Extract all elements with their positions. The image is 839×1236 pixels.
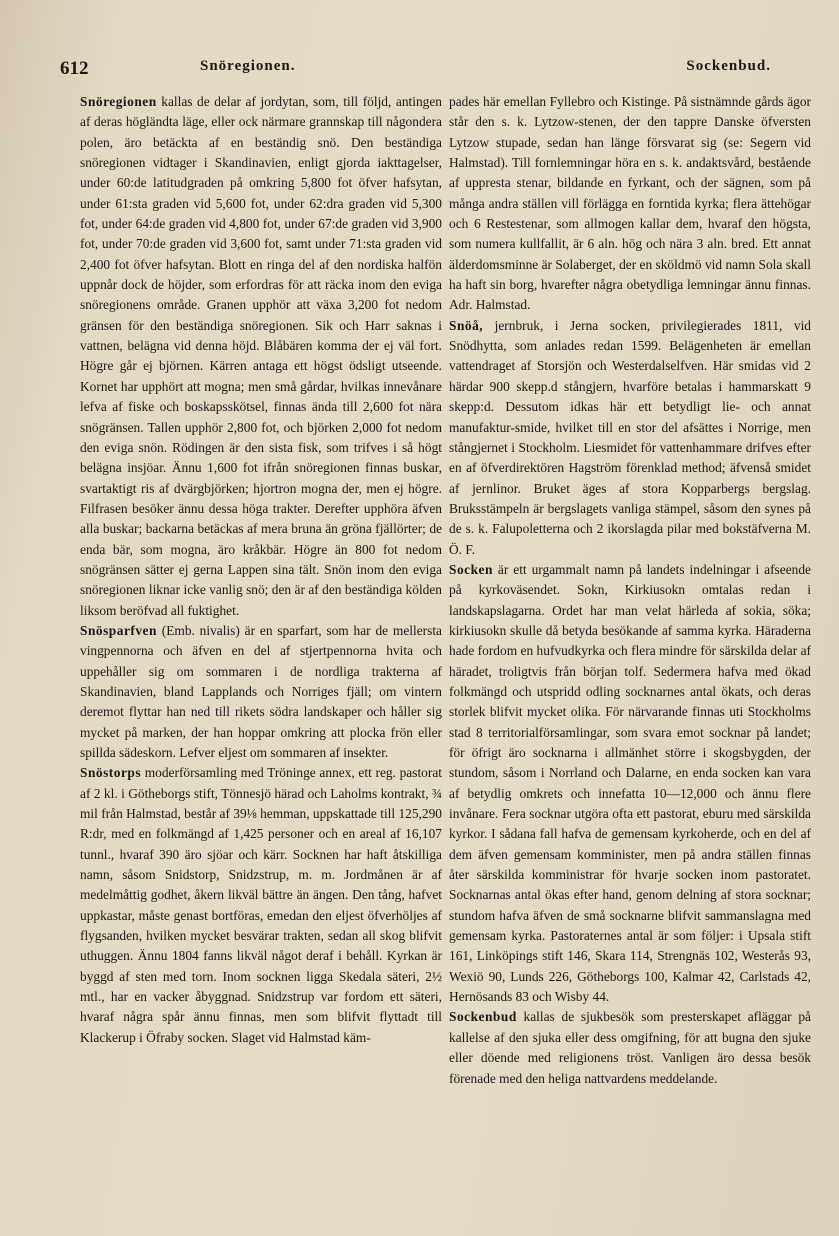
page-number: 612 [60, 58, 89, 79]
entry-snostorps [80, 763, 442, 1048]
entry-sockenbud [449, 1007, 811, 1088]
headword: Snöå, [449, 317, 484, 333]
entry-text: jernbruk, i Jerna socken, privilegierades 1811, vid Snödhytta, som anlades redan 1599. Belägenheten är emellan vattendraget af Storsjön och Westerdalselfven. Här smidas vid 2 härdar 900 skepp.d stångjern, hvarföre betalas i hammarskatt 9 skepp:d. Dessutom idkas här ett betydligt lie- och annat manufaktur-smide, hvilket till en stor del afsättes i Norrige, men stångjernet i Stockholm. Liesmidet för vattenhammare drifves efter en af öfverdirektören Hagström förenklad method; äfvenså smidet af jernlinor. Bruket äges af stora Kopparbergs bergslag. Bruksstämpeln är bergslagets vanliga stämpel, såsom den synes på de s. k. Falupoletterna och 2 ikorslagda pilar med bokstäfverna M. Ö. F. [449, 317, 811, 557]
headword: Snösparfven [80, 622, 157, 638]
entry-text: moderförsamling med Tröninge annex, ett reg. pastorat af 2 kl. i Götheborgs stift, Tönnesjö härad och Laholms kontrakt, ¾ mil från Halmstad, består af 39⅛ hemman, uppskattade till 125,290 R:dr, med en folkmängd af 1,425 personer och en areal af 16,107 tunnl., hvaraf 390 äro sjöar och kärr. Socknen har haft åtskilliga namn, såsom Snidstorp, Snidzstrup, m. m. Jordmånen är af medelmåttig godhet, åkern likväl bättre än ängen. Den tång, hafvet uppkastar, måste genast bortföras, emedan den eljest öfverhöljes af flygsanden, hvilken mycket besvärar trakten, sedan all skog blifvit uthuggen. Ännu 1804 fanns likväl något deraf i behåll. Kyrkan är byggd af sten med torn. Inom socknen ligga Skedala säteri, 2½ mtl., har en vacker åbyggnad. Snidzstrup var fordom ett säteri, hvaraf några spår ännu finnas, men som blifvit flyttadt till Klackerup i Öfraby socken. Slaget vid Halmstad käm- [80, 765, 442, 1045]
header-left-title: Snöregionen. [200, 58, 296, 74]
headword: Snöregionen [80, 94, 157, 109]
headword: Sockenbud [449, 1009, 517, 1025]
entry-text: (Emb. nivalis) är en sparfart, som har de mellersta vingpennorna och äfven en del af stjertpennorna hvita och uppehåller sig om sommaren i de nordliga trakterna af Skandinavien, bland Lapplands och Norriges fjäll; om vintern deremot flyttar han ned till rikets södra landskaper och håller sig mycket på marken, der han hoppar omkring att plocka frön eller spillda sädeskorn. Lefver eljest om sommaren af insekter. [80, 622, 442, 760]
headword: Snöstorps [80, 765, 142, 781]
entry-text: kallas de delar af jordytan, som, till följd, antingen af deras högländta läge, eller ock närmare grannskap till någondera polen, äro betäckta af en beständig snö. Den beständiga snöregionen vidtager i Skandinavien, enligt gjorda iakttagelser, under 60:de latitudgraden på omkring 5,800 fot öfver hafsytan, under 61:sta graden vid 5,600 fot, under 62:dra graden vid 5,300 fot, under 64:de graden vid 4,800 fot, under 67:de graden vid 3,900 fot, under 70:de graden vid 3,600 fot, samt under 71:sta graden vid 2,400 fot öfver hafsytan. Blott en ringa del af den nordiska halfön uppnår dock de höjder, som erfordras för att räcka inom den eviga snöregionens område. Granen upphör att växa 3,200 fot nedom gränsen för den beständiga snöregionen. Sik och Harr saknas i vattnen, belägna vid denna höjd. Blåbären komma der ej väl fort. Högre går ej björnen. Kärren antaga ett högst ödsligt utseende. Kornet har upphört att mogna; men små gårdar, hvilkas innevånare lefva af fiske och boskapsskötsel, finnas ända till 2,600 fot nära snögränsen. Tallen upphör 2,800 fot, och björken 2,000 fot nedom den eviga snön. Rödingen är den sista fisk, som trifves i så högt belägna insjöar. Ännu 1,600 fot ifrån snöregionen finnas buskar, svartaktigt ris af dvärgbjörken; hjortron mogna der, men ej högre. Filfrasen besöker ännu dessa höga trakter. Derefter upphöra äfven alla buskar; backarna betäckas af mera bruna än gröna fjällörter; de enda bär, som mogna, äro kråkbär. Högre än 800 fot nedom snögränsen sätter ej gerna Lappen sina tält. Snön inom den eviga snöregionen liknar icke vanlig snö; den är af den beständiga kölden liksom beröfvad all fuktighet. [80, 94, 442, 618]
right-column [449, 92, 811, 1089]
entry-text: är ett urgammalt namn på landets indelningar i afseende på kyrkoväsendet. Sokn, Kirkiusokn omtalas redan i landskapslagarna. Ordet har man velat härleda af sokia, söka; kirkiusokn skulle då betyda besökande af samma kyrka. Häraderna hade fordom en hufvudkyrka och flera mindre för särskilda delar af häradet, troligtvis från början tolf. Sedermera hafva med ökad folkmängd och utspridd odling socknarnes antal ökats, och deras storlek blifvit mycket olika. För närvarande finnas uti Stockholms stad 8 territorialförsamlingar, som svara emot socknar på landet; för öfrigt äro socknarna i allmänhet större i skogsbygden, der stundom, såsom i Norrland och Dalarne, en enda socken kan vara af betydlig omkrets och innefatta 10—12,000 och ännu flere invånare. Fera socknar utgöra ofta ett pastorat, eburu med särskilda kyrkor. I sådana fall hafva de gemensam kyrkoherde, och en del af dem äfven gemensam komminister, men på andra ställen finnas åter särskilda komministrar för hvarje socken inom pastoratet. Socknarnas antal ökas efter hand, genom delning af stora socknar; stundom hafva äfven de små socknarne blifvit sammanslagna med gemensam kyrka. Pastoraternes antal är som följer: i Upsala stift 161, Linköpings stift 146, Skara 114, Strengnäs 102, Westerås 93, Wexiö 90, Lunds 226, Götheborgs 100, Kalmar 42, Carlstads 42, Hernösands 83 och Wisby 44. [449, 561, 811, 1005]
entry-text: kallas de sjukbesök som presterskapet afläggar på kallelse af den sjuka eller dess omgifning, för att bugna den sjuke eller döende med religionens tröst. Vanligen äro dessa besök förenade med den heliga nattvardens meddelande. [449, 1009, 811, 1086]
entry-socken [449, 560, 811, 1008]
entry-snoa [449, 316, 811, 560]
entry-snoregionen [80, 92, 442, 621]
headword: Socken [449, 561, 493, 577]
entry-snosparfven [80, 621, 442, 763]
continued-text: pades här emellan Fyllebro och Kistinge. På sistnämnde gårds ägor står den s. k. Lytzow-stenen, der den tappre Danske öfversten Lytzow stupade, sedan han länge försvarat sig (se: Segern vid Halmstad). Till fornlemningar höra en s. k. andaktsvård, bestående af uppresta stenar, bildande en fyrkant, och der sägnen, som på många andra ställen vill förlägga en forntida kyrka; flera ättehögar och 6 Restestenar, som allmogen kallar dem, hvaraf den högsta, som numera kullfallit, är 6 aln. hög och nära 3 aln. bred. Ett annat älderdomsminne är Solaberget, der en sköldmö vid namn Sola skall ha haft sin borg, hvarefter några obetydliga lemningar ännu finnas. Adr. Halmstad. [449, 94, 811, 313]
header-right-title: Sockenbud. [686, 58, 771, 74]
left-column [80, 92, 442, 1048]
running-header [60, 58, 771, 82]
